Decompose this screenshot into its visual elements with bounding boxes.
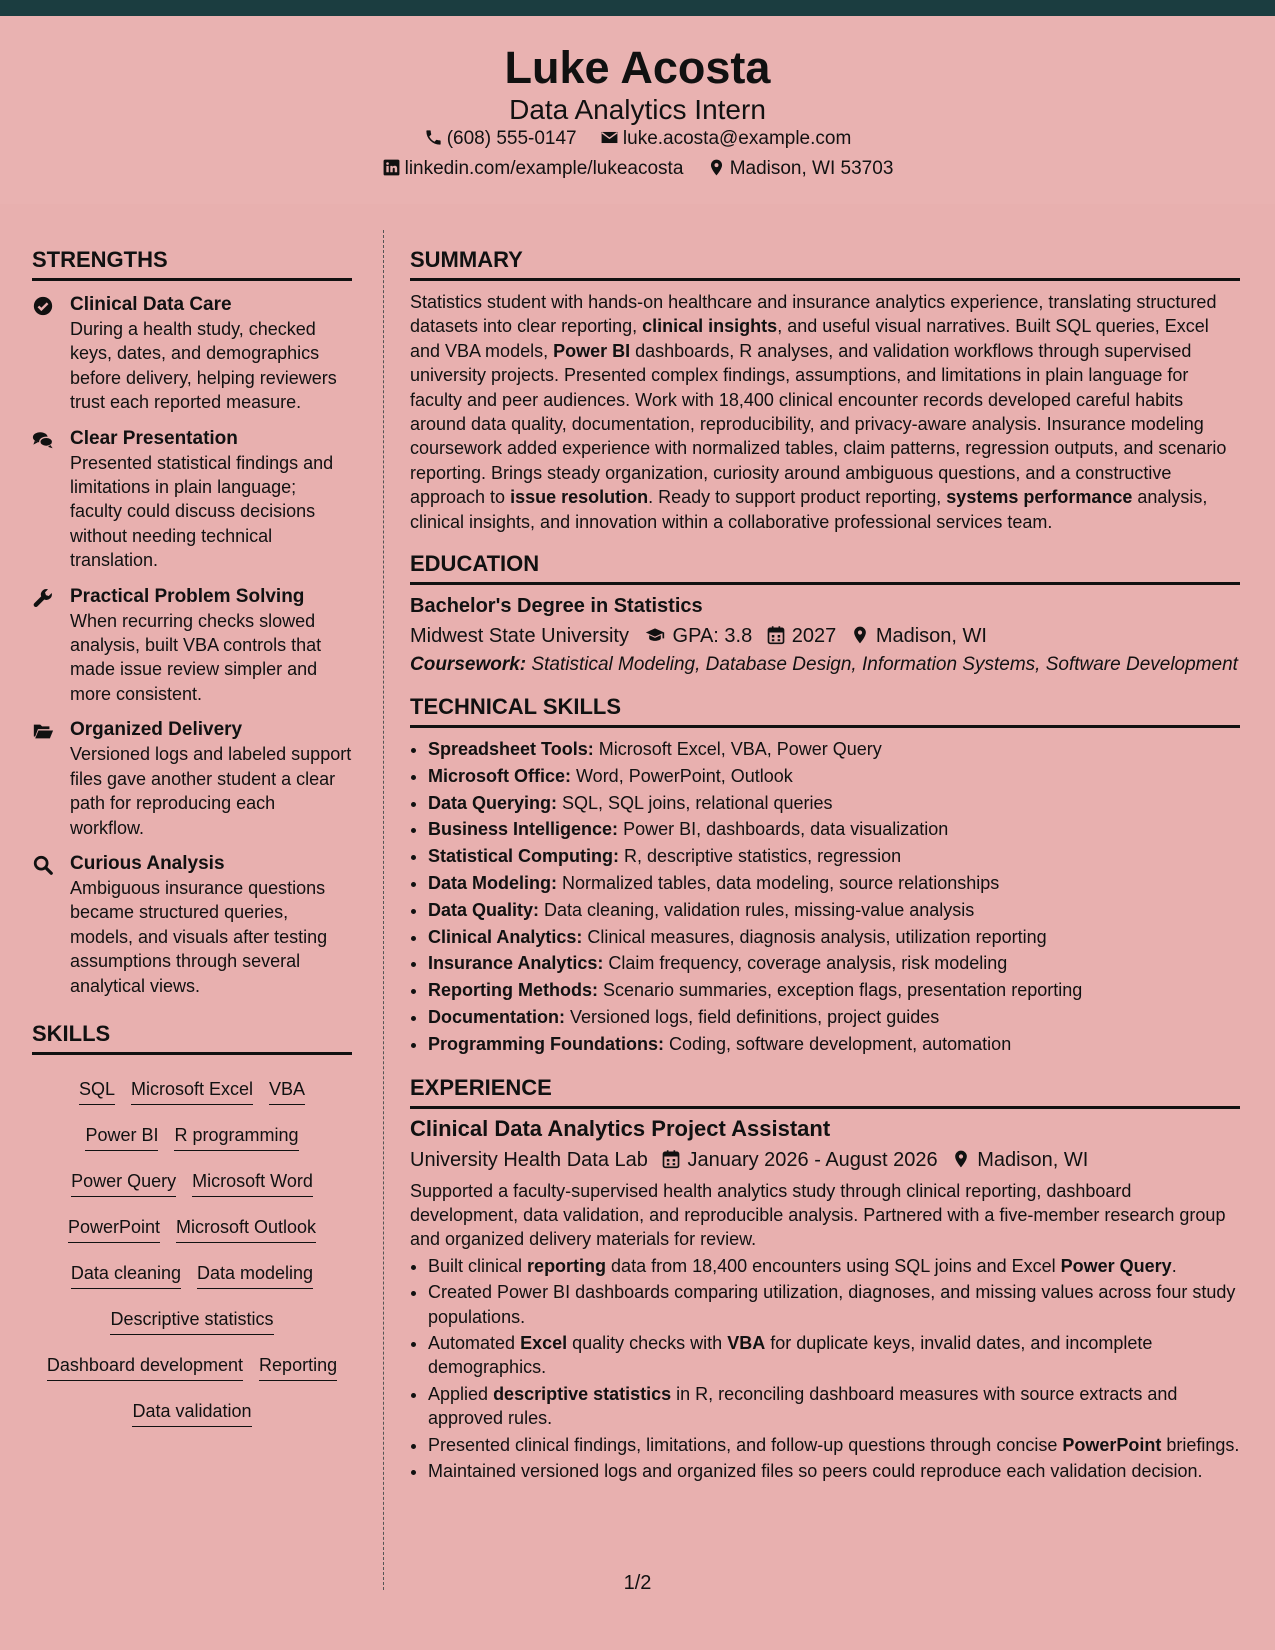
technical-skill-value: Claim frequency, coverage analysis, risk modeling [603, 953, 1008, 974]
job-meta [410, 1146, 1240, 1174]
phone-text: (608) 555-0147 [446, 128, 577, 149]
skill-tag: Dashboard development [47, 1353, 243, 1381]
skill-tag: VBA [269, 1077, 305, 1105]
column-divider [383, 230, 384, 1590]
strength-item [32, 585, 352, 707]
bold-keyword: Excel [520, 1333, 568, 1354]
skill-tag: Reporting [259, 1353, 337, 1381]
technical-skill-label: Clinical Analytics: [428, 926, 583, 947]
skills-row [32, 1345, 352, 1391]
skills-list [32, 1069, 352, 1437]
strength-item [32, 718, 352, 840]
strength-title: Practical Problem Solving [70, 585, 305, 607]
strength-text: Ambiguous insurance questions became structured queries, models, and visuals after testing assumptions through several analytical views. [70, 877, 328, 996]
technical-skill-item [428, 1031, 1240, 1058]
map-marker-icon [850, 625, 870, 645]
bold-keyword: VBA [727, 1333, 766, 1354]
technical-skill-item [428, 816, 1240, 843]
map-marker-icon [951, 1149, 971, 1169]
page-number: 1/2 [623, 1572, 652, 1594]
bold-keyword: Power Query [1060, 1255, 1172, 1276]
text-segment: briefings. [1161, 1434, 1240, 1455]
coursework-label: Coursework: [410, 654, 527, 676]
experience-bullet [428, 1433, 1240, 1457]
technical-skill-label: Reporting Methods: [428, 980, 598, 1001]
technical-skills-heading: TECHNICAL SKILLS [410, 691, 1240, 728]
coursework-list: Statistical Modeling, Database Design, Information Systems, Software Development [526, 654, 1238, 676]
strength-title: Clear Presentation [70, 427, 238, 449]
graduation-year: 2027 [791, 625, 837, 648]
technical-skill-item [428, 736, 1240, 763]
strength-item [32, 852, 352, 998]
skill-tag: Data validation [132, 1399, 251, 1427]
skills-row [32, 1161, 352, 1207]
employer-name: University Health Data Lab [410, 1148, 648, 1171]
technical-skill-item [428, 977, 1240, 1004]
skill-tag: R programming [174, 1123, 298, 1151]
technical-skill-value: Versioned logs, field definitions, project guides [565, 1007, 940, 1028]
education-location: Madison, WI [875, 625, 987, 648]
strength-text: Presented statistical findings and limitations in plain language; faculty could discuss decisions without needing technical translation. [70, 452, 334, 571]
strength-text: When recurring checks slowed analysis, built VBA controls that made issue review simpler and more consistent. [70, 610, 322, 704]
technical-skill-item [428, 897, 1240, 924]
technical-skill-item [428, 843, 1240, 870]
text-segment: Presented clinical findings, limitations, and follow-up questions through concise [428, 1434, 1063, 1455]
contact-row-2 [0, 157, 1275, 181]
technical-skill-label: Insurance Analytics: [428, 953, 604, 974]
text-segment: Applied [428, 1383, 494, 1404]
education-heading: EDUCATION [410, 548, 1240, 585]
degree-title: Bachelor's Degree in Statistics [410, 595, 703, 618]
search-icon [32, 854, 54, 876]
strength-title: Curious Analysis [70, 852, 225, 874]
job-location: Madison, WI [977, 1148, 1089, 1171]
text-segment: Statistics student with hands-on healthcare and insurance analytics experience, translating structured datasets into clear reporting, [410, 292, 1217, 337]
technical-skill-value: Power BI, dashboards, data visualization [618, 819, 949, 840]
technical-skill-label: Programming Foundations: [428, 1033, 664, 1054]
text-segment: quality checks with [567, 1333, 728, 1354]
location-contact [707, 157, 894, 181]
experience-bullet [428, 1382, 1240, 1431]
skill-tag: Power Query [71, 1169, 176, 1197]
technical-skill-label: Business Intelligence: [428, 819, 619, 840]
strengths-list [32, 293, 352, 998]
phone-icon [424, 128, 443, 147]
bold-keyword: clinical insights [642, 316, 778, 337]
experience-section [410, 1072, 1240, 1484]
text-segment: . [1171, 1255, 1177, 1276]
strength-title: Clinical Data Care [70, 294, 232, 315]
technical-skill-value: Microsoft Excel, VBA, Power Query [593, 739, 882, 760]
linkedin-contact[interactable] [382, 157, 684, 181]
technical-skill-value: Coding, software development, automation [664, 1033, 1012, 1054]
strength-item [32, 427, 352, 573]
technical-skill-value: Clinical measures, diagnosis analysis, utilization reporting [582, 926, 1047, 947]
email-text: luke.acosta@example.com [622, 128, 852, 149]
location-text: Madison, WI 53703 [729, 158, 894, 179]
technical-skill-label: Data Quality: [428, 899, 540, 920]
text-segment: . Ready to support product reporting, [648, 487, 947, 508]
bold-keyword: PowerPoint [1062, 1434, 1162, 1455]
skills-row [32, 1069, 352, 1115]
job-title: Clinical Data Analytics Project Assistant [410, 1115, 831, 1141]
calendar-icon [766, 625, 786, 645]
technical-skill-value: SQL, SQL joins, relational queries [557, 792, 833, 813]
technical-skill-item [428, 1004, 1240, 1031]
coursework [410, 653, 1240, 677]
envelope-icon [600, 128, 619, 147]
skills-row [32, 1115, 352, 1161]
map-marker-icon [707, 158, 726, 177]
experience-bullets [410, 1254, 1240, 1484]
email-contact[interactable] [600, 127, 851, 151]
technical-skill-label: Documentation: [428, 1007, 565, 1028]
experience-bullet [428, 1459, 1240, 1483]
education-meta [410, 622, 1240, 650]
technical-skill-value: R, descriptive statistics, regression [619, 846, 902, 867]
text-segment: , and useful visual narratives. Built SQL queries, Excel and VBA models, [410, 316, 1209, 361]
experience-bullet [428, 1254, 1240, 1278]
education-section [410, 548, 1240, 677]
technical-skill-item [428, 924, 1240, 951]
linkedin-text: linkedin.com/example/lukeacosta [404, 158, 684, 179]
bold-keyword: systems performance [946, 487, 1133, 508]
right-column [410, 244, 1240, 1484]
text-segment: in R, reconciling dashboard measures with source extracts and approved rules. [428, 1383, 1178, 1429]
text-segment: analysis, clinical insights, and innovation within a collaborative professional services team. [410, 487, 1208, 532]
technical-skill-value: Normalized tables, data modeling, source relationships [557, 873, 1000, 894]
experience-heading: EXPERIENCE [410, 1072, 1240, 1109]
technical-skill-label: Spreadsheet Tools: [428, 739, 594, 760]
top-accent-bar [0, 0, 1275, 16]
skill-tag: PowerPoint [68, 1215, 160, 1243]
strengths-heading: STRENGTHS [32, 244, 352, 281]
strength-text: During a health study, checked keys, dates, and demographics before delivery, helping reviewers trust each reported measure. [70, 319, 337, 413]
text-segment: Built clinical [428, 1255, 528, 1276]
technical-skill-item [428, 870, 1240, 897]
folder-open-icon [32, 720, 54, 742]
skills-row [32, 1391, 352, 1437]
technical-skill-value: Scenario summaries, exception flags, presentation reporting [597, 980, 1083, 1001]
linkedin-icon [382, 158, 401, 177]
technical-skill-value: Word, PowerPoint, Outlook [571, 765, 793, 786]
strength-text: Versioned logs and labeled support files gave another student a clear path for reproducing each workflow. [70, 744, 352, 838]
technical-skill-item [428, 763, 1240, 790]
text-segment: Maintained versioned logs and organized files so peers could reproduce each validation decision. [428, 1461, 1203, 1482]
skill-tag: Power BI [85, 1123, 158, 1151]
bold-keyword: descriptive statistics [493, 1383, 672, 1404]
bold-keyword: Power BI [553, 340, 631, 361]
comments-icon [32, 429, 54, 451]
skill-tag: Microsoft Word [192, 1169, 313, 1197]
check-circle-icon [32, 295, 54, 317]
job-dates: January 2026 - August 2026 [687, 1148, 938, 1171]
technical-skill-label: Statistical Computing: [428, 846, 620, 867]
graduation-cap-icon [643, 625, 667, 645]
experience-bullet [428, 1331, 1240, 1380]
strength-item [32, 293, 352, 415]
technical-skill-label: Microsoft Office: [428, 765, 572, 786]
bold-keyword: issue resolution [510, 487, 649, 508]
technical-skills-section [410, 691, 1240, 1058]
phone-contact[interactable] [424, 127, 577, 151]
job-description: Supported a faculty-supervised health analytics study through clinical reporting, dashboard development, data validation, and reproducible analysis. Partnered with a five-member research group and organized delivery materials for review. [410, 1180, 1226, 1250]
skill-tag: Data modeling [197, 1261, 313, 1289]
summary-heading: SUMMARY [410, 244, 1240, 281]
text-segment: Created Power BI dashboards comparing utilization, diagnoses, and missing values across four study populations. [428, 1282, 1236, 1327]
candidate-title: Data Analytics Intern [509, 94, 766, 125]
technical-skills-list [410, 736, 1240, 1058]
skills-heading: SKILLS [32, 1018, 352, 1055]
experience-bullet [428, 1280, 1240, 1329]
strength-title: Organized Delivery [70, 719, 243, 741]
technical-skill-value: Data cleaning, validation rules, missing-value analysis [539, 899, 975, 920]
wrench-icon [32, 587, 54, 609]
calendar-icon [661, 1149, 681, 1169]
technical-skill-item [428, 950, 1240, 977]
candidate-name: Luke Acosta [504, 42, 771, 93]
summary-text [410, 290, 1240, 534]
text-segment: Automated [428, 1333, 521, 1354]
skills-row [32, 1253, 352, 1299]
contact-row-1 [0, 127, 1275, 151]
left-column [32, 244, 352, 1437]
technical-skill-label: Data Modeling: [428, 873, 557, 894]
skill-tag: Data cleaning [71, 1261, 181, 1289]
bold-keyword: reporting [527, 1255, 607, 1276]
technical-skill-label: Data Querying: [428, 792, 558, 813]
text-segment: data from 18,400 encounters using SQL joins and Excel [606, 1255, 1061, 1276]
gpa-text: GPA: 3.8 [672, 625, 753, 648]
school-name: Midwest State University [410, 625, 629, 648]
skills-row [32, 1299, 352, 1345]
skill-tag: Microsoft Excel [131, 1077, 253, 1105]
skill-tag: Descriptive statistics [110, 1307, 273, 1335]
text-segment: for duplicate keys, invalid dates, and incomplete demographics. [428, 1333, 1153, 1378]
text-segment: dashboards, R analyses, and validation workflows through supervised university projects. Presented complex findings, assumptions, and limitations in plain language for faculty and peer audiences. Work with 18,400 clinical encounter records developed careful habits around data quality, documentation, reproducibility, and privacy-aware analysis. Insurance modeling coursework added experience with normalized tables, claim patterns, regression outputs, and scenario reporting. Brings steady organization, curiosity around ambiguous questions, and a constructive approach to [410, 340, 1227, 508]
resume-header [0, 16, 1275, 204]
technical-skill-item [428, 790, 1240, 817]
skills-row [32, 1207, 352, 1253]
skill-tag: Microsoft Outlook [176, 1215, 316, 1243]
skill-tag: SQL [79, 1077, 115, 1105]
